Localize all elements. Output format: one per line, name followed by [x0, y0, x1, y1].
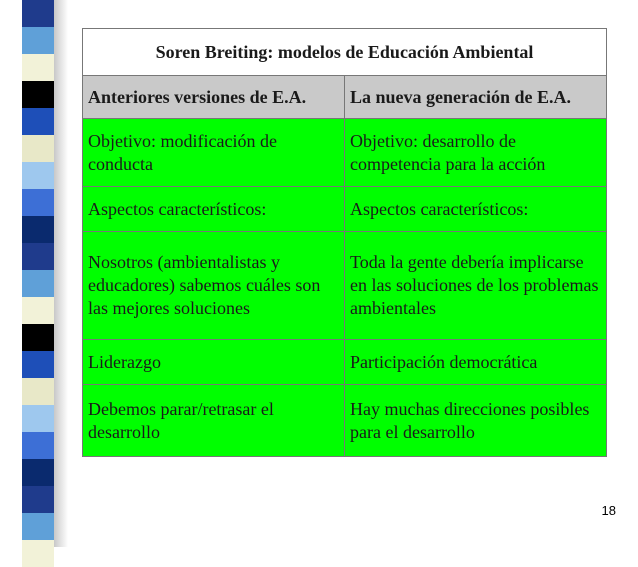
stripe-segment [22, 486, 54, 513]
stripe-segment [22, 27, 54, 54]
cell-previous-development: Debemos parar/retrasar el desarrollo [83, 385, 345, 457]
title-row [83, 29, 607, 76]
stripe-segment [22, 216, 54, 243]
cell-previous-objective: Objetivo: modificación de conducta [83, 119, 345, 187]
stripe-segment [22, 0, 54, 27]
cell-new-participation: Participación democrática [345, 340, 607, 385]
stripe-segment [22, 540, 54, 567]
stripe-segment [22, 351, 54, 378]
cell-new-solutions: Toda la gente debería implicarse en las soluciones de los problemas ambientales [345, 232, 607, 340]
stripe-segment [22, 54, 54, 81]
cell-new-development: Hay muchas direcciones posibles para el desarrollo [345, 385, 607, 457]
table-row [83, 340, 607, 385]
cell-previous-solutions: Nosotros (ambientalistas y educadores) sabemos cuáles son las mejores soluciones [83, 232, 345, 340]
stripe-shadow [54, 0, 68, 547]
cell-new-aspects: Aspectos característicos: [345, 187, 607, 232]
slide-title: Soren Breiting: modelos de Educación Ambiental [83, 29, 607, 76]
table-row [83, 119, 607, 187]
cell-new-objective: Objetivo: desarrollo de competencia para la acción [345, 119, 607, 187]
stripe-segment [22, 162, 54, 189]
table-row [83, 385, 607, 457]
stripe-segment [22, 432, 54, 459]
stripe-segment [22, 81, 54, 108]
header-new-generation: La nueva generación de E.A. [345, 76, 607, 119]
stripe-segment [22, 324, 54, 351]
stripe-segment [22, 108, 54, 135]
cell-previous-aspects: Aspectos característicos: [83, 187, 345, 232]
stripe-segment [22, 243, 54, 270]
page-number: 18 [601, 503, 616, 518]
stripe-segment [22, 405, 54, 432]
header-row [83, 76, 607, 119]
stripe-segment [22, 270, 54, 297]
cell-previous-leadership: Liderazgo [83, 340, 345, 385]
stripe-segment [22, 189, 54, 216]
table-row [83, 232, 607, 340]
comparison-table [82, 28, 607, 457]
stripe-segment [22, 135, 54, 162]
header-previous-versions: Anteriores versiones de E.A. [83, 76, 345, 119]
stripe-segment [22, 297, 54, 324]
stripe-segment [22, 378, 54, 405]
stripe-segment [22, 513, 54, 540]
table-row [83, 187, 607, 232]
decorative-stripe [22, 0, 54, 547]
stripe-segment [22, 459, 54, 486]
